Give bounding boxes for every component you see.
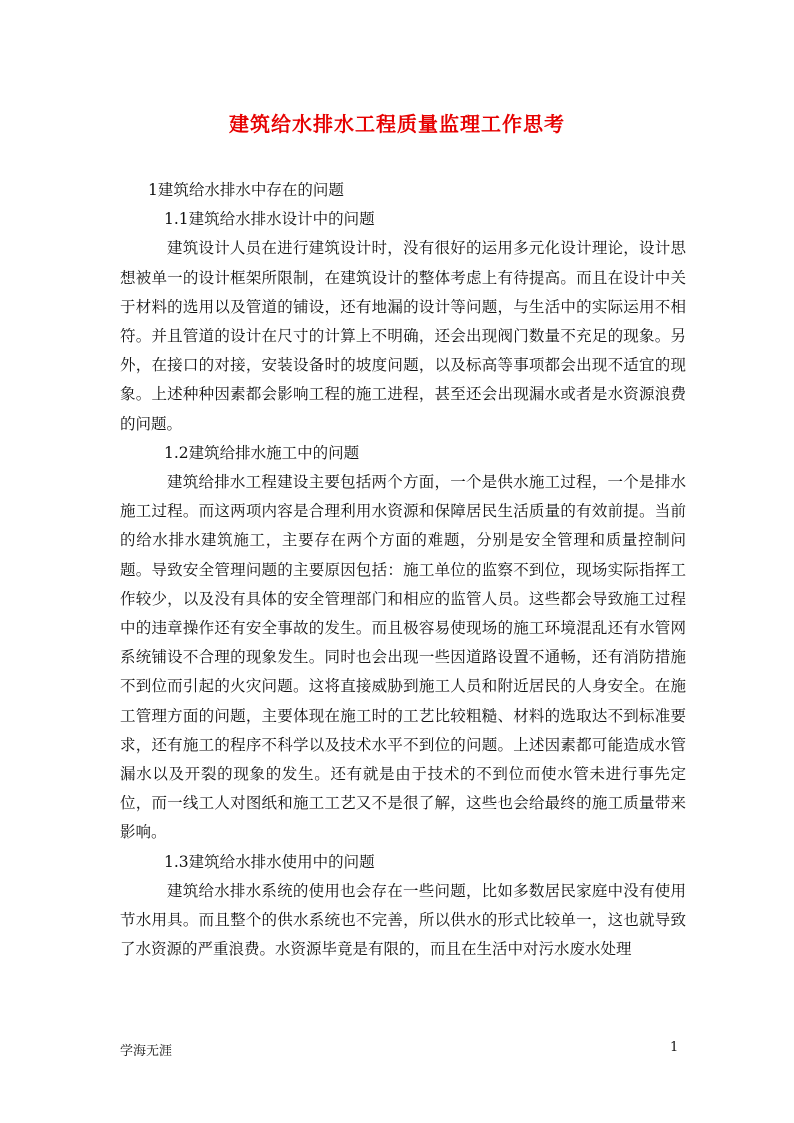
page-title: 建筑给水排水工程质量监理工作思考 <box>229 112 565 136</box>
section-heading-1-1: 1.1建筑给水排水设计中的问题 <box>164 210 375 229</box>
paragraph-1-2: 建筑给排水工程建设主要包括两个方面，一个是供水施工过程，一个是排水施工过程。而这两项内容是合理利用水资源和保障居民生活质量的有效前提。当前的给水排水建筑施工，主要存在两个方面的难题，分别是安全管理和质量控制问题。导致安全管理问题的主要原因包括：施工单位的监察不到位，现场实际指挥工作较少，以及没有具体的安全管理部门和相应的监管人员。这些都会导致施工过程中的违章操作还有安全事故的发生。而且极容易使现场的施工环境混乱还有水管网系统铺设不合理的现象发生。同时也会出现一些因道路设置不通畅，还有消防措施不到位而引起的火灾问题。这将直接威胁到施工人员和附近居民的人身安全。在施工管理方面的问题，主要体现在施工时的工艺比较粗糙、材料的选取达不到标准要求，还有施工的程序不科学以及技术水平不到位的问题。上述因素都可能造成水管漏水以及开裂的现象的发生。还有就是由于技术的不到位而使水管未进行事先定位，而一线工人对图纸和施工工艺又不是很了解，这些也会给最终的施工质量带来影响。 <box>120 473 686 842</box>
paragraph-1-3: 建筑给水排水系统的使用也会存在一些问题，比如多数居民家庭中没有使用节水用具。而且整个的供水系统也不完善，所以供水的形式比较单一，这也就导致了水资源的严重浪费。水资源毕竟是有限的，而且在生活中对污水废水处理 <box>120 881 686 959</box>
footer-text: 学海无涯 <box>120 1044 173 1059</box>
section-heading-1-2: 1.2建筑给排水施工中的问题 <box>164 443 360 462</box>
section-heading-1: 1建筑给水排水中存在的问题 <box>148 181 344 199</box>
document-body <box>120 176 686 964</box>
page-number: 1 <box>670 1040 679 1055</box>
section-heading-1-3: 1.3建筑给水排水使用中的问题 <box>164 852 375 871</box>
paragraph-1-1: 建筑设计人员在进行建筑设计时，没有很好的运用多元化设计理论，设计思想被单一的设计框架所限制，在建筑设计的整体考虑上有待提高。而且在设计中关于材料的选用以及管道的铺设，还有地漏的设计等问题，与生活中的实际运用不相符。并且管道的设计在尺寸的计算上不明确，还会出现阀门数量不充足的现象。另外，在接口的对接，安装设备时的坡度问题，以及标高等事项都会出现不适宜的现象。上述种种因素都会影响工程的施工进程，甚至还会出现漏水或者是水资源浪费的问题。 <box>120 239 686 433</box>
